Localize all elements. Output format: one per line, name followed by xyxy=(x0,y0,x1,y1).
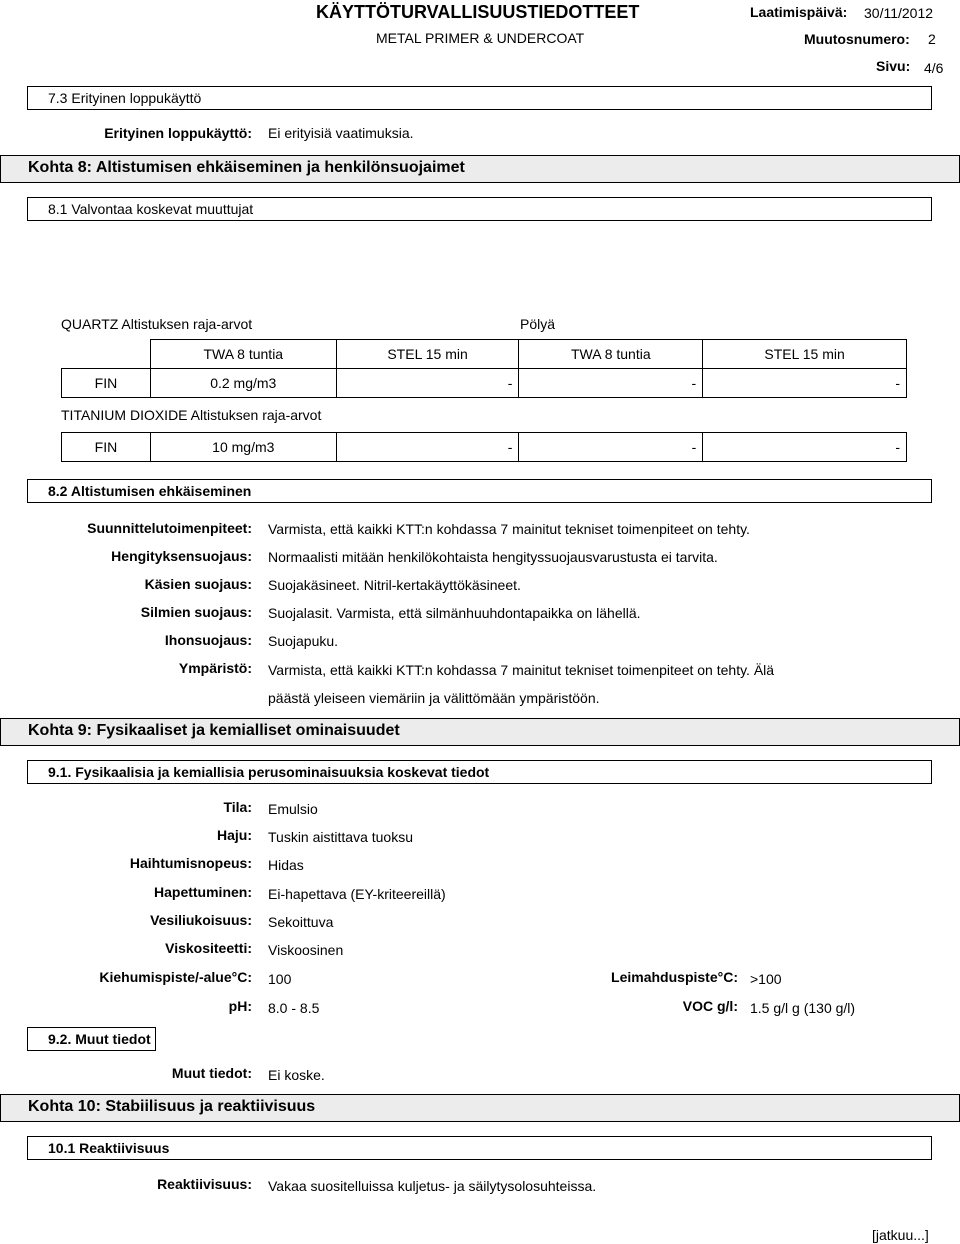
special-use-value: Ei erityisiä vaatimuksia. xyxy=(268,125,414,141)
revision-label: Muutosnumero: xyxy=(804,31,910,47)
solubility-value: Sekoittuva xyxy=(268,914,334,930)
quartz-limits-table xyxy=(61,339,907,398)
other-info-label: Muut tiedot: xyxy=(171,1065,252,1081)
odour-value: Tuskin aistittava tuoksu xyxy=(268,829,413,845)
ph-label: pH: xyxy=(228,998,252,1014)
environment-value-line2: päästä yleiseen viemäriin ja välittömään ympäristöön. xyxy=(268,690,600,706)
section-10-1-heading xyxy=(27,1136,932,1160)
environment-value: Varmista, että kaikki KTT:n kohdassa 7 mainitut tekniset toimenpiteet on tehty. Älä xyxy=(268,662,775,678)
section-8-1-heading-text: 8.1 Valvontaa koskevat muuttujat xyxy=(48,201,254,217)
column-header: TWA 8 tuntia xyxy=(519,340,703,369)
section-9-1-heading xyxy=(27,760,932,784)
column-header: STEL 15 min xyxy=(703,340,907,369)
boiling-point-label: Kiehumispiste/-alue°C: xyxy=(99,969,252,985)
engineering-controls-value: Varmista, että kaikki KTT:n kohdassa 7 mainitut tekniset toimenpiteet on tehty. xyxy=(268,521,750,537)
section-8-2-heading-text: 8.2 Altistumisen ehkäiseminen xyxy=(48,483,252,499)
reactivity-label: Reaktiivisuus: xyxy=(157,1176,252,1192)
tio2-limits-title: TITANIUM DIOXIDE Altistuksen raja-arvot xyxy=(61,407,322,423)
oxidising-label: Hapettuminen: xyxy=(154,884,252,900)
voc-label: VOC g/l: xyxy=(682,998,738,1014)
tio2-limits-table xyxy=(61,432,907,462)
section-8-heading xyxy=(0,155,960,183)
table-row xyxy=(62,433,907,462)
evaporation-rate-value: Hidas xyxy=(268,857,304,873)
section-8-heading-text: Kohta 8: Altistumisen ehkäiseminen ja henkilönsuojaimet xyxy=(28,159,465,176)
eye-protection-value: Suojalasit. Varmista, että silmänhuuhdontapaikka on lähellä. xyxy=(268,605,641,621)
section-10-1-heading-text: 10.1 Reaktiivisuus xyxy=(48,1140,170,1156)
country-cell: FIN xyxy=(62,433,151,462)
page-value: 4/6 xyxy=(924,60,944,76)
solubility-label: Vesiliukoisuus: xyxy=(150,912,252,928)
engineering-controls-label: Suunnittelutoimenpiteet: xyxy=(87,520,252,536)
table-cell: 10 mg/m3 xyxy=(150,433,336,462)
viscosity-value: Viskoosinen xyxy=(268,942,344,958)
table-row xyxy=(62,369,907,398)
table-cell: - xyxy=(703,369,907,398)
column-header: TWA 8 tuntia xyxy=(150,340,336,369)
table-cell: 0.2 mg/m3 xyxy=(150,369,336,398)
dust-title: Pölyä xyxy=(520,316,556,332)
section-9-heading xyxy=(0,718,960,746)
section-8-1-heading xyxy=(27,197,932,221)
flash-point-label: Leimahduspiste°C: xyxy=(611,969,738,985)
page-label: Sivu: xyxy=(876,58,911,74)
viscosity-label: Viskositeetti: xyxy=(165,940,252,956)
skin-protection-value: Suojapuku. xyxy=(268,633,339,649)
section-8-2-heading xyxy=(27,479,932,503)
section-7-3-heading xyxy=(27,86,932,110)
table-cell: - xyxy=(519,369,703,398)
revision-value: 2 xyxy=(928,31,936,47)
special-use-label: Erityinen loppukäyttö: xyxy=(104,125,252,141)
respiratory-protection-label: Hengityksensuojaus: xyxy=(111,548,252,564)
section-7-3-heading-text: 7.3 Erityinen loppukäyttö xyxy=(48,90,202,106)
oxidising-value: Ei-hapettava (EY-kriteereillä) xyxy=(268,886,446,902)
flash-point-value: >100 xyxy=(750,971,782,987)
state-value: Emulsio xyxy=(268,801,318,817)
section-9-2-heading-text: 9.2. Muut tiedot xyxy=(48,1031,151,1047)
odour-label: Haju: xyxy=(217,827,252,843)
table-cell: - xyxy=(336,433,519,462)
section-9-1-heading-text: 9.1. Fysikaalisia ja kemiallisia perusominaisuuksia koskevat tiedot xyxy=(48,764,490,780)
section-10-heading xyxy=(0,1094,960,1122)
ph-value: 8.0 - 8.5 xyxy=(268,1000,320,1016)
country-cell: FIN xyxy=(62,369,151,398)
document-title: KÄYTTÖTURVALLISUUSTIEDOTTEET xyxy=(316,2,640,22)
voc-value: 1.5 g/l g (130 g/l) xyxy=(750,1000,856,1016)
skin-protection-label: Ihonsuojaus: xyxy=(164,632,252,648)
table-cell: - xyxy=(336,369,519,398)
boiling-point-value: 100 xyxy=(268,971,292,987)
table-cell: - xyxy=(703,433,907,462)
product-name: METAL PRIMER & UNDERCOAT xyxy=(376,30,585,46)
evaporation-rate-label: Haihtumisnopeus: xyxy=(129,855,252,871)
hand-protection-value: Suojakäsineet. Nitril-kertakäyttökäsineet. xyxy=(268,577,521,593)
section-10-heading-text: Kohta 10: Stabiilisuus ja reaktiivisuus xyxy=(28,1098,316,1115)
respiratory-protection-value: Normaalisti mitään henkilökohtaista hengityssuojausvarustusta ei tarvita. xyxy=(268,549,718,565)
table-header-row xyxy=(62,340,907,369)
eye-protection-label: Silmien suojaus: xyxy=(140,604,252,620)
state-label: Tila: xyxy=(223,799,252,815)
section-9-heading-text: Kohta 9: Fysikaaliset ja kemialliset ominaisuudet xyxy=(28,722,400,739)
quartz-limits-title: QUARTZ Altistuksen raja-arvot xyxy=(61,316,253,332)
reactivity-value: Vakaa suositelluissa kuljetus- ja säilytysolosuhteissa. xyxy=(268,1178,597,1194)
table-cell: - xyxy=(519,433,703,462)
table-cell xyxy=(62,340,151,369)
date-value: 30/11/2012 xyxy=(864,5,934,21)
column-header: STEL 15 min xyxy=(336,340,519,369)
other-info-value: Ei koske. xyxy=(268,1067,325,1083)
hand-protection-label: Käsien suojaus: xyxy=(144,576,252,592)
environment-label: Ympäristö: xyxy=(178,660,252,676)
date-label: Laatimispäivä: xyxy=(750,4,848,20)
continued-note: [jatkuu...] xyxy=(872,1227,929,1243)
section-9-2-heading xyxy=(27,1027,156,1051)
